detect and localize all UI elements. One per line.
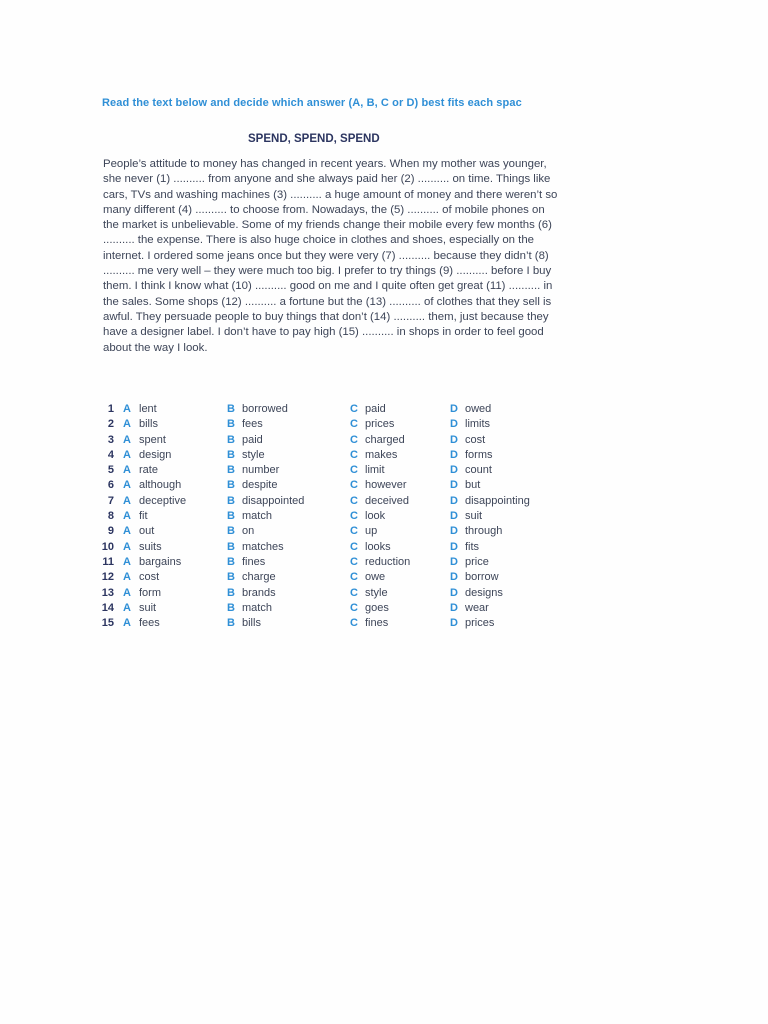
- option-d: disappointing: [465, 494, 530, 507]
- option-letter-a: A: [123, 418, 131, 431]
- question-number: 3: [107, 433, 114, 446]
- question-number: 15: [101, 617, 114, 630]
- option-a: although: [139, 479, 182, 492]
- question-number: 6: [107, 479, 114, 492]
- question-number: 1: [107, 403, 114, 415]
- question-row: [96, 495, 566, 510]
- option-letter-c: C: [350, 403, 358, 415]
- option-letter-b: B: [227, 403, 235, 415]
- option-d: owed: [465, 403, 492, 415]
- option-a: suits: [139, 540, 162, 553]
- option-letter-d: D: [450, 586, 458, 599]
- option-d: but: [465, 479, 481, 492]
- option-c: goes: [365, 601, 389, 614]
- option-letter-c: C: [350, 464, 358, 477]
- option-b: style: [242, 448, 265, 461]
- option-letter-d: D: [450, 617, 458, 630]
- option-a: rate: [139, 464, 158, 477]
- option-a: spent: [139, 433, 166, 446]
- question-row: [96, 449, 566, 464]
- option-letter-c: C: [350, 418, 358, 431]
- option-b: matches: [242, 540, 284, 553]
- option-letter-d: D: [450, 479, 458, 492]
- option-letter-d: D: [450, 433, 458, 446]
- option-letter-b: B: [227, 510, 235, 523]
- option-a: form: [139, 586, 161, 599]
- option-letter-d: D: [450, 510, 458, 523]
- question-number: 11: [102, 555, 114, 568]
- option-c: fines: [365, 617, 389, 630]
- question-number: 2: [107, 418, 114, 431]
- question-row: [96, 403, 566, 418]
- question-row: [96, 464, 566, 479]
- question-number: 12: [101, 571, 114, 584]
- option-b: bills: [242, 617, 261, 630]
- option-c: reduction: [365, 555, 411, 568]
- option-a: fees: [139, 617, 160, 630]
- option-b: match: [242, 510, 272, 523]
- option-letter-b: B: [227, 494, 235, 507]
- question-row: [96, 556, 566, 571]
- question-number: 14: [101, 601, 114, 614]
- option-letter-a: A: [123, 555, 131, 568]
- option-d: cost: [465, 433, 486, 446]
- option-b: disappointed: [242, 494, 305, 507]
- option-d: forms: [465, 448, 493, 461]
- option-c: paid: [365, 403, 386, 415]
- question-row: [96, 571, 566, 586]
- option-letter-d: D: [450, 403, 458, 415]
- option-d: designs: [465, 586, 503, 599]
- option-letter-a: A: [123, 464, 131, 477]
- option-c: prices: [365, 418, 395, 431]
- question-number: 4: [107, 448, 114, 461]
- option-letter-a: A: [123, 571, 131, 584]
- option-letter-b: B: [227, 479, 235, 492]
- option-letter-b: B: [227, 586, 235, 599]
- option-letter-d: D: [450, 448, 458, 461]
- option-letter-c: C: [350, 571, 358, 584]
- option-c: makes: [365, 448, 398, 461]
- option-letter-a: A: [123, 510, 131, 523]
- option-letter-c: C: [350, 510, 358, 523]
- option-letter-a: A: [123, 540, 131, 553]
- option-letter-d: D: [450, 601, 458, 614]
- option-letter-b: B: [227, 525, 235, 538]
- option-letter-b: B: [227, 433, 235, 446]
- question-row: [96, 434, 566, 449]
- option-letter-d: D: [450, 494, 458, 507]
- option-letter-a: A: [123, 525, 131, 538]
- option-letter-d: D: [450, 464, 458, 477]
- question-row: [96, 587, 566, 602]
- option-d: through: [465, 525, 503, 538]
- option-letter-c: C: [350, 525, 358, 538]
- question-row: [96, 418, 566, 433]
- option-a: bills: [139, 418, 158, 431]
- option-d: count: [465, 464, 492, 477]
- option-letter-b: B: [227, 418, 235, 431]
- option-letter-d: D: [450, 555, 458, 568]
- option-b: despite: [242, 479, 278, 492]
- option-b: charge: [242, 571, 276, 584]
- option-d: price: [465, 555, 489, 568]
- answer-options-list: [96, 403, 566, 632]
- option-a: design: [139, 448, 172, 461]
- question-number: 13: [101, 586, 114, 599]
- option-a: suit: [139, 601, 157, 614]
- option-b: match: [242, 601, 272, 614]
- question-row: [96, 602, 566, 617]
- question-row: [96, 617, 566, 632]
- option-letter-c: C: [350, 448, 358, 461]
- option-b: on: [242, 525, 255, 538]
- option-letter-a: A: [123, 433, 131, 446]
- option-letter-a: A: [123, 494, 131, 507]
- option-letter-c: C: [350, 555, 358, 568]
- option-letter-b: B: [227, 540, 235, 553]
- option-c: looks: [365, 540, 391, 553]
- option-letter-c: C: [350, 586, 358, 599]
- option-d: limits: [465, 418, 491, 431]
- passage-title: SPEND, SPEND, SPEND: [248, 133, 380, 145]
- option-a: out: [139, 525, 155, 538]
- option-b: paid: [242, 433, 263, 446]
- option-letter-a: A: [123, 479, 131, 492]
- option-letter-c: C: [350, 601, 358, 614]
- option-a: lent: [139, 403, 157, 415]
- option-letter-d: D: [450, 540, 458, 553]
- question-row: [96, 510, 566, 525]
- option-letter-c: C: [350, 479, 358, 492]
- passage-text: People’s attitude to money has changed in recent years. When my mother was younger, she never (1) .......... from anyone and she always paid her (2) .......... on time. Things like cars, TVs and washing machines (3) .......... a huge amount of money and there weren’t so many different (4) .......... to choose from. Nowadays, the (5) .......... of mobile phones on the market is unbelievable. Some of my friends change their mobile every few months (6) .......... the expense. There is also huge choice in clothes and shoes, especially on the internet. I ordered some jeans once but they were very (7) .......... because they didn’t (8) .......... me very well – they were much too big. I prefer to try things (9) .......... before I buy them. I think I know what (10) .......... good on me and I quite often get great (11) .......... in the sales. Some shops (12) .......... a fortune but the (13) .......... of clothes that they sell is awful. They persuade people to buy things that don’t (14) .......... them, just because they have a designer label. I don’t have to pay high (15) .......... in shops in order to feel good about the way I look.: [103, 158, 558, 354]
- option-d: suit: [465, 510, 483, 523]
- option-d: fits: [465, 540, 480, 553]
- question-number: 5: [107, 464, 114, 477]
- option-letter-b: B: [227, 601, 235, 614]
- question-number: 8: [107, 510, 114, 523]
- option-letter-a: A: [123, 601, 131, 614]
- question-row: [96, 479, 566, 494]
- option-letter-c: C: [350, 433, 358, 446]
- option-letter-b: B: [227, 571, 235, 584]
- option-c: look: [365, 510, 386, 523]
- option-b: fines: [242, 555, 266, 568]
- option-c: limit: [365, 464, 385, 477]
- option-letter-a: A: [123, 586, 131, 599]
- question-number: 10: [101, 540, 114, 553]
- option-letter-b: B: [227, 617, 235, 630]
- option-letter-c: C: [350, 540, 358, 553]
- option-c: owe: [365, 571, 386, 584]
- option-letter-c: C: [350, 494, 358, 507]
- question-number: 7: [107, 494, 114, 507]
- option-letter-b: B: [227, 448, 235, 461]
- option-letter-a: A: [123, 403, 131, 415]
- instruction-text: Read the text below and decide which answer (A, B, C or D) best fits each spac: [102, 97, 522, 109]
- option-b: brands: [242, 586, 276, 599]
- option-a: deceptive: [139, 494, 187, 507]
- question-row: [96, 525, 566, 540]
- option-letter-b: B: [227, 555, 235, 568]
- option-letter-a: A: [123, 617, 131, 630]
- option-a: cost: [139, 571, 160, 584]
- option-a: fit: [139, 510, 148, 523]
- question-row: [96, 541, 566, 556]
- question-number: 9: [107, 525, 114, 538]
- option-letter-b: B: [227, 464, 235, 477]
- option-c: up: [365, 525, 378, 538]
- option-letter-d: D: [450, 525, 458, 538]
- option-b: borrowed: [242, 403, 288, 415]
- option-d: prices: [465, 617, 495, 630]
- option-letter-c: C: [350, 617, 358, 630]
- option-a: bargains: [139, 555, 182, 568]
- option-b: fees: [242, 418, 263, 431]
- option-c: however: [365, 479, 407, 492]
- option-d: borrow: [465, 571, 499, 584]
- option-d: wear: [465, 601, 489, 614]
- option-b: number: [242, 464, 280, 477]
- option-letter-d: D: [450, 571, 458, 584]
- option-c: style: [365, 586, 388, 599]
- option-letter-d: D: [450, 418, 458, 431]
- option-c: deceived: [365, 494, 410, 507]
- option-letter-a: A: [123, 448, 131, 461]
- option-c: charged: [365, 433, 405, 446]
